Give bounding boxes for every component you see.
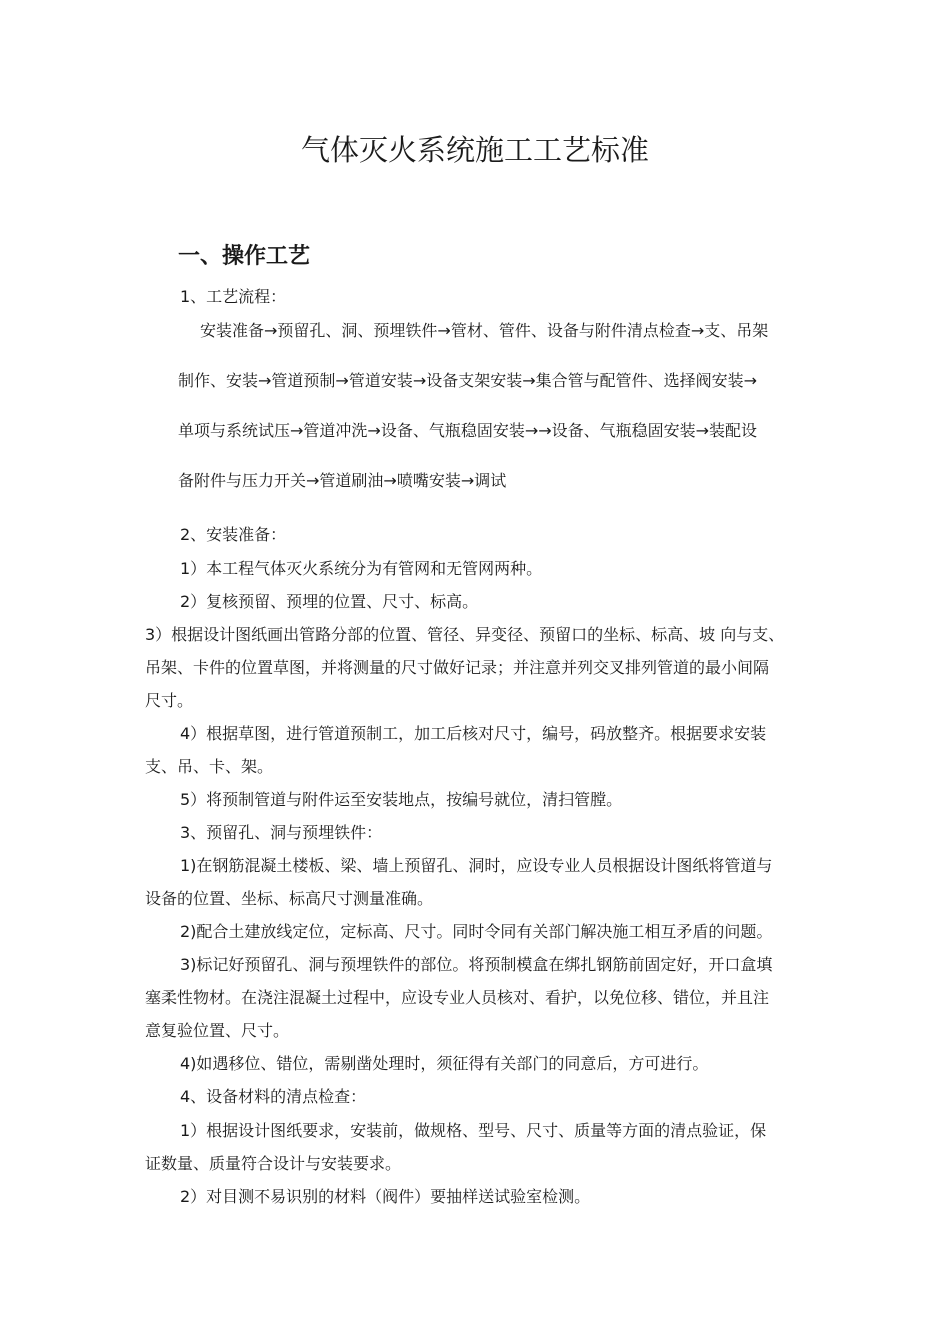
paragraph-line: 1、工艺流程： (180, 287, 287, 306)
paragraph-line: 3）根据设计图纸画出管路分部的位置、管径、异变径、预留口的坐标、标高、坡 向与支、 (145, 625, 785, 644)
paragraph-line: 4）根据草图，进行管道预制工，加工后核对尺寸，编号，码放整齐。根据要求安装 (180, 724, 767, 743)
paragraph-line: 支、吊、卡、架。 (145, 757, 274, 776)
paragraph-line: 1）本工程气体灭火系统分为有管网和无管网两种。 (180, 559, 543, 578)
paragraph-line: 尺寸。 (145, 691, 194, 710)
paragraph-line: 2）对目测不易识别的材料（阀件）要抽样送试验室检测。 (180, 1187, 591, 1206)
paragraph-line: 证数量、质量符合设计与安装要求。 (145, 1154, 402, 1173)
paragraph-line: 2）复核预留、预埋的位置、尺寸、标高。 (180, 592, 479, 611)
paragraph-line: 意复验位置、尺寸。 (145, 1021, 290, 1040)
paragraph-line: 制作、安装→管道预制→管道安装→设备支架安装→集合管与配管件、选择阀安装→ (178, 371, 758, 390)
paragraph-line: 3、预留孔、洞与预埋铁件： (180, 823, 383, 842)
paragraph-line: 设备的位置、坐标、标高尺寸测量准确。 (145, 889, 434, 908)
paragraph-line: 2、安装准备： (180, 525, 287, 544)
paragraph-line: 塞柔性物材。在浇注混凝土过程中，应设专业人员核对、看护，以免位移、错位，并且注 (145, 988, 770, 1007)
paragraph-line: 1)在钢筋混凝土楼板、梁、墙上预留孔、洞时，应设专业人员根据设计图纸将管道与 (180, 856, 773, 875)
paragraph-line: 单项与系统试压→管道冲洗→设备、气瓶稳固安装→→设备、气瓶稳固安装→装配设 (178, 421, 758, 440)
paragraph-line: 备附件与压力开关→管道刷油→喷嘴安装→调试 (178, 471, 507, 490)
paragraph-line: 吊架、卡件的位置草图，并将测量的尺寸做好记录；并注意并列交叉排列管道的最小间隔 (145, 658, 770, 677)
paragraph-line: 安装准备→预留孔、洞、预埋铁件→管材、管件、设备与附件清点检查→支、吊架 (200, 321, 769, 340)
paragraph-line: 2)配合土建放线定位，定标高、尺寸。同时令同有关部门解决施工相互矛盾的问题。 (180, 922, 773, 941)
section-heading: 一、操作工艺 (178, 244, 311, 269)
document-title: 气体灭火系统施工工艺标准 (300, 133, 649, 167)
paragraph-line: 4、设备材料的清点检查： (180, 1087, 367, 1106)
paragraph-line: 5）将预制管道与附件运至安装地点，按编号就位，清扫管膛。 (180, 790, 623, 809)
paragraph-line: 3)标记好预留孔、洞与预埋铁件的部位。将预制模盒在绑扎钢筋前固定好，开口盒填 (180, 955, 773, 974)
paragraph-line: 1）根据设计图纸要求，安装前，做规格、型号、尺寸、质量等方面的清点验证，保 (180, 1121, 767, 1140)
paragraph-line: 4)如遇移位、错位，需剔凿处理时，须征得有关部门的同意后，方可进行。 (180, 1054, 709, 1073)
